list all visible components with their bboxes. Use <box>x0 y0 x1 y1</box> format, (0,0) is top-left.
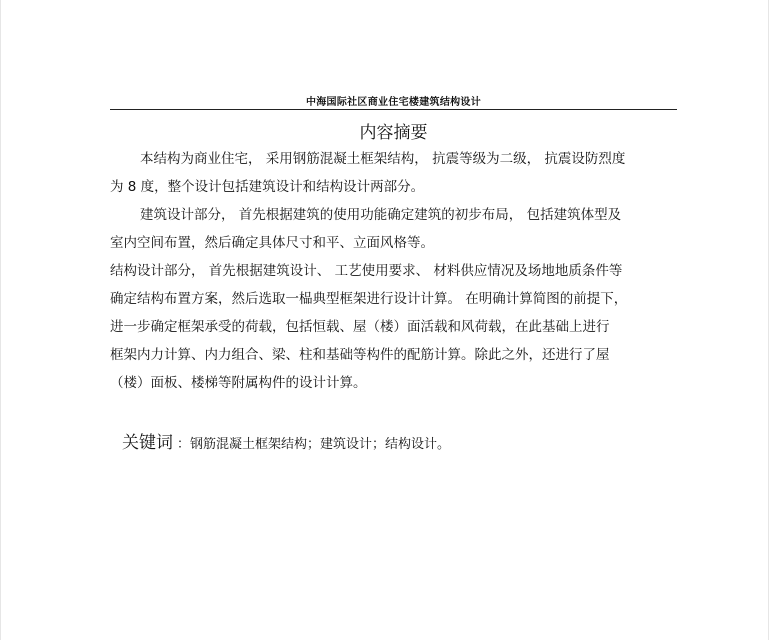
paragraph-3-line-3: 进一步确定框架承受的荷载，包括恒载、屋（楼）面活载和风荷载，在此基础上进行 <box>110 319 610 335</box>
paragraph-3-line-1: 结构设计部分， 首先根据建筑设计、 工艺使用要求、 材料供应情况及场地地质条件等 <box>110 263 623 279</box>
paragraph-3-line-5: （楼）面板、楼梯等附属构件的设计计算。 <box>110 375 367 391</box>
keywords-text: ：钢筋混凝土框架结构；建筑设计；结构设计。 <box>177 437 451 452</box>
paragraph-3-line-2: 确定结构布置方案，然后选取一榀典型框架进行设计计算。 在明确计算简图的前提下， <box>110 291 628 307</box>
paragraph-1-line-1: 本结构为商业住宅， 采用钢筋混凝土框架结构， 抗震等级为二级， 抗震设防烈度 <box>140 151 626 167</box>
paragraph-2-line-1: 建筑设计部分， 首先根据建筑的使用功能确定建筑的初步布局， 包括建筑体型及 <box>140 207 622 223</box>
page-title: 内容摘要 <box>359 123 428 143</box>
paragraph-3 <box>110 257 677 397</box>
paragraph-2-line-2: 室内空间布置，然后确定具体尺寸和平、立面风格等。 <box>110 235 434 251</box>
running-header: 中海国际社区商业住宅楼建筑结构设计 <box>305 97 482 108</box>
paragraph-2 <box>110 201 677 257</box>
paragraph-1 <box>110 145 677 201</box>
keywords-label: 关键词 <box>122 433 173 453</box>
header-rule <box>110 109 677 110</box>
keywords <box>122 428 450 453</box>
paragraph-1-line-2: 为 8 度，整个设计包括建筑设计和结构设计两部分。 <box>110 179 425 195</box>
paragraph-3-line-4: 框架内力计算、内力组合、梁、柱和基础等构件的配筋计算。除此之外，还进行了屋 <box>110 347 610 363</box>
